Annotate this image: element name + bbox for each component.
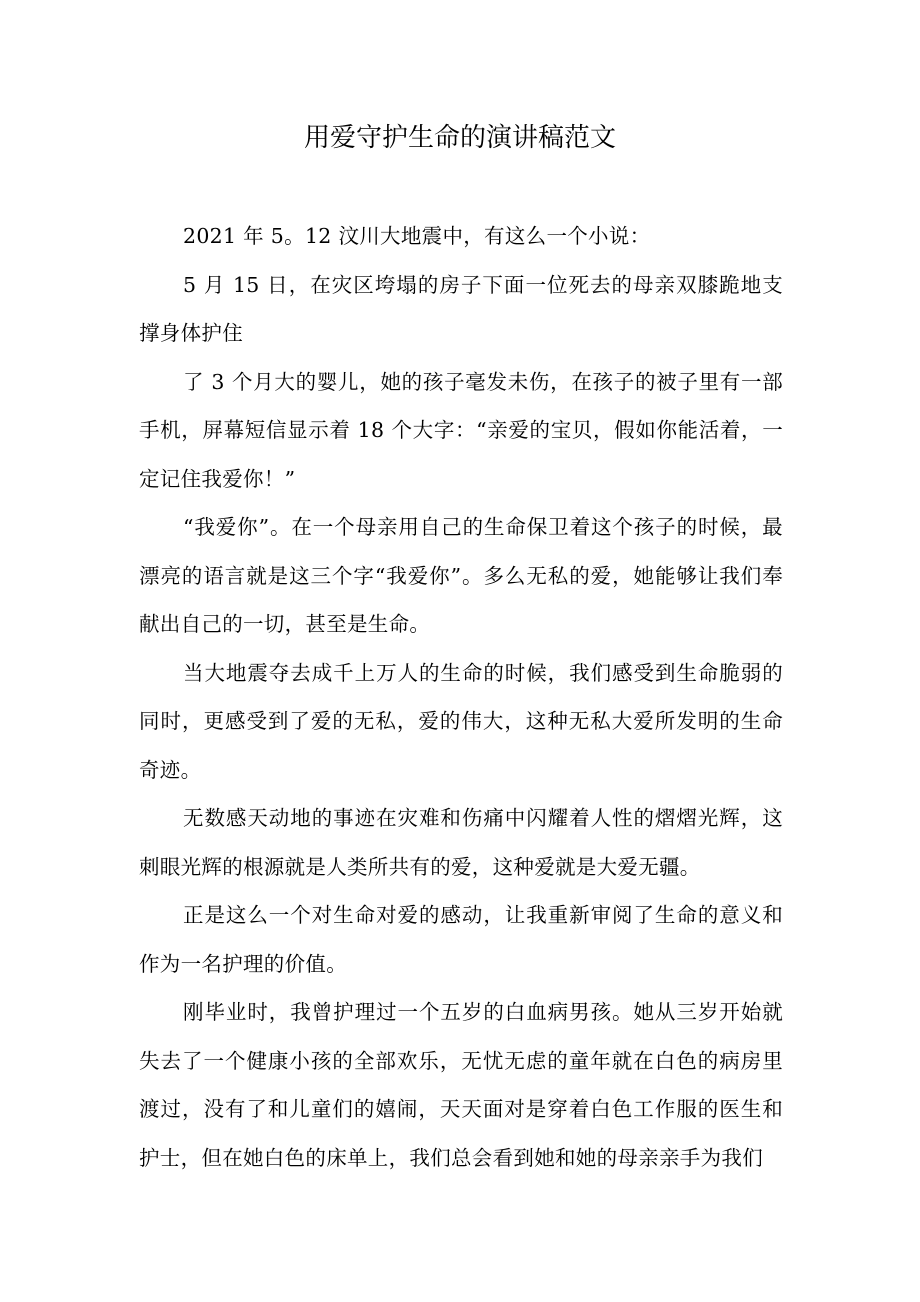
- document-title: 用爱守护生命的演讲稿范文: [303, 123, 616, 153]
- document-body: [139, 212, 783, 1182]
- paragraph-6: 无数感天动地的事迹在灾难和伤痛中闪耀着人性的熠熠光辉，这刺眼光辉的根源就是人类所共有的爱，这种爱就是大爱无疆。: [139, 806, 783, 879]
- paragraph-8: 刚毕业时，我曾护理过一个五岁的白血病男孩。她从三岁开始就失去了一个健康小孩的全部欢乐，无忧无虑的童年就在白色的病房里渡过，没有了和儿童们的嬉闹，天天面对是穿着白色工作服的医生和护士，但在她白色的床单上，我们总会看到她和她的母亲亲手为我们: [139, 1000, 783, 1170]
- paragraph-1: 2021 年 5。12 汶川大地震中，有这么一个小说：: [183, 224, 651, 248]
- paragraph-4: “我爱你”。在一个母亲用自己的生命保卫着这个孩子的时候，最漂亮的语言就是这三个字“我爱你”。多么无私的爱，她能够让我们奉献出自己的一切，甚至是生命。: [139, 515, 783, 636]
- paragraph-5: 当大地震夺去成千上万人的生命的时候，我们感受到生命脆弱的同时，更感受到了爱的无私，爱的伟大，这种无私大爱所发明的生命奇迹。: [139, 660, 783, 782]
- paragraph-2: 5 月 15 日，在灾区垮塌的房子下面一位死去的母亲双膝跪地支撑身体护住: [139, 272, 783, 345]
- paragraph-3: 了 3 个月大的婴儿，她的孩子毫发未伤，在孩子的被子里有一部手机，屏幕短信显示着 18 个大字：“亲爱的宝贝，假如你能活着，一定记住我爱你！”: [139, 369, 783, 491]
- paragraph-7: 正是这么一个对生命对爱的感动，让我重新审阅了生命的意义和作为一名护理的价值。: [139, 903, 783, 976]
